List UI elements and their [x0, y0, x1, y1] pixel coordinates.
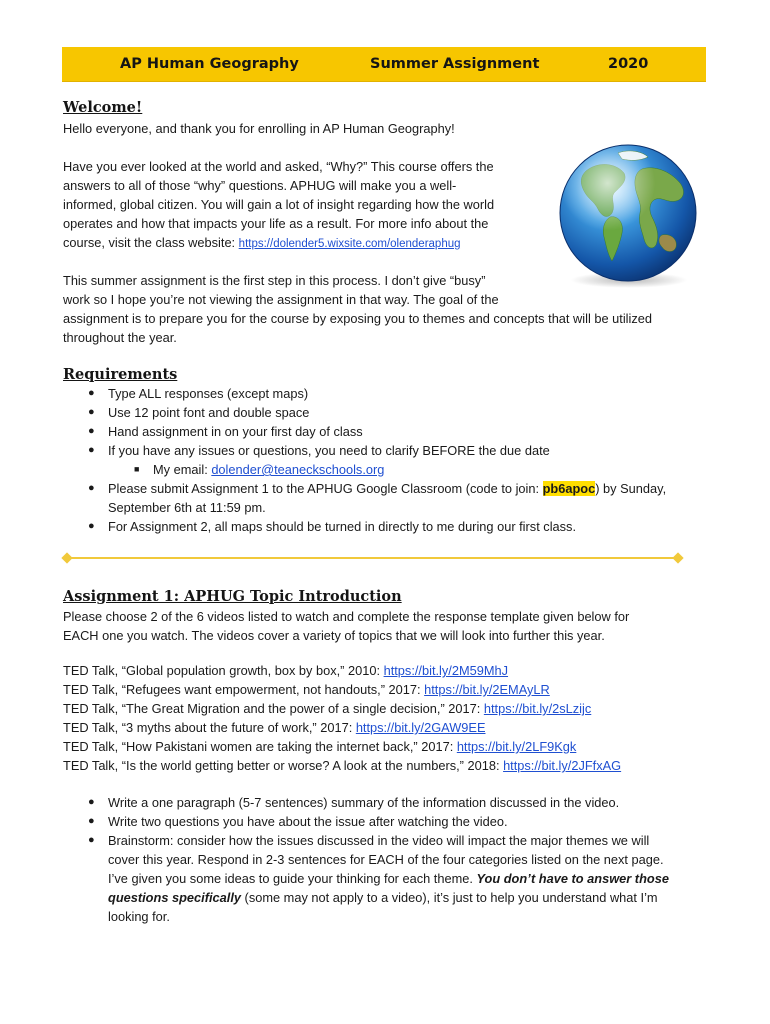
- bullet-icon: ●: [88, 406, 95, 418]
- requirement-item: Type ALL responses (except maps): [108, 386, 309, 401]
- assignment1-heading: Assignment 1: APHUG Topic Introduction: [63, 588, 402, 605]
- brainstorm-line: [108, 869, 669, 888]
- video-link[interactable]: https://bit.ly/2M59MhJ: [383, 663, 509, 678]
- globe-image: [558, 143, 698, 283]
- intro-line: informed, global citizen. You will gain a lot of insight regarding how the world: [63, 197, 495, 212]
- welcome-heading: Welcome!: [63, 99, 143, 116]
- task-item: Write a one paragraph (5-7 sentences) summary of the information discussed in the video.: [108, 795, 620, 810]
- bullet-icon: ●: [88, 425, 95, 437]
- requirement-item: If you have any issues or questions, you need to clarify BEFORE the due date: [108, 443, 550, 458]
- maps-item: For Assignment 2, all maps should be turned in directly to me during our first class.: [108, 519, 577, 534]
- bullet-icon: ●: [88, 387, 95, 399]
- intro-line: Have you ever looked at the world and asked, “Why?” This course offers the: [63, 159, 494, 174]
- submit-prefix: Please submit Assignment 1 to the APHUG Google Classroom (code to join:: [108, 481, 543, 496]
- video-title: TED Talk, “Refugees want empowerment, not handouts,” 2017:: [63, 682, 425, 697]
- video-item: [63, 661, 508, 680]
- bullet-icon: ●: [88, 815, 95, 827]
- brainstorm-text: I’ve given you some ideas to guide your thinking for each theme.: [108, 871, 477, 886]
- bullet-icon: ●: [88, 834, 95, 846]
- video-link[interactable]: https://bit.ly/2JFfxAG: [503, 758, 622, 773]
- submit-suffix: ) by Sunday,: [595, 481, 667, 496]
- brainstorm-line: Brainstorm: consider how the issues discussed in the video will impact the major themes we will: [108, 833, 650, 848]
- intro-line: [63, 233, 461, 254]
- video-item: [63, 737, 576, 756]
- intro-line: answers to all of those “why” questions. APHUG will make you a well-: [63, 178, 457, 193]
- bullet-icon: ●: [88, 520, 95, 532]
- video-item: [63, 718, 486, 737]
- brainstorm-line: cover this year. Respond in 2-3 sentences for EACH of the four categories listed on the next page.: [108, 852, 664, 867]
- video-title: TED Talk, “Is the world getting better or worse? A look at the numbers,” 2018:: [63, 758, 504, 773]
- brainstorm-emphasis: questions specifically: [108, 890, 241, 905]
- email-prefix: My email:: [153, 462, 212, 477]
- brainstorm-line: looking for.: [108, 909, 170, 924]
- assignment1-intro: EACH one you watch. The videos cover a variety of topics that we will look into further this year.: [63, 628, 605, 643]
- website-prefix: course, visit the class website:: [63, 235, 239, 250]
- goal-line: This summer assignment is the first step in this process. I don’t give “busy”: [63, 273, 486, 288]
- bullet-icon: ●: [88, 482, 95, 494]
- section-divider: [66, 557, 678, 559]
- bullet-icon: ●: [88, 444, 95, 456]
- task-item: Write two questions you have about the issue after watching the video.: [108, 814, 508, 829]
- video-link[interactable]: https://bit.ly/2EMAyLR: [424, 682, 550, 697]
- video-link[interactable]: https://bit.ly/2LF9Kgk: [456, 739, 577, 754]
- brainstorm-text: (some may not apply to a video), it’s just to help you understand what I’m: [241, 890, 658, 905]
- video-item: [63, 680, 550, 699]
- video-title: TED Talk, “3 myths about the future of work,” 2017:: [63, 720, 356, 735]
- bullet-icon: ■: [134, 464, 140, 474]
- email-item: [153, 460, 384, 479]
- video-title: TED Talk, “Global population growth, box by box,” 2010:: [63, 663, 384, 678]
- video-link[interactable]: https://bit.ly/2GAW9EE: [355, 720, 486, 735]
- brainstorm-emphasis: You don’t have to answer those: [476, 871, 669, 886]
- header-banner: [62, 47, 706, 82]
- requirement-item: Use 12 point font and double space: [108, 405, 310, 420]
- divider-end-left: [61, 552, 72, 563]
- goal-line: throughout the year.: [63, 330, 177, 345]
- goal-line: work so I hope you’re not viewing the assignment in that way. The goal of the: [63, 292, 499, 307]
- greeting-text: Hello everyone, and thank you for enrolling in AP Human Geography!: [63, 121, 455, 136]
- video-link[interactable]: https://bit.ly/2sLzijc: [483, 701, 592, 716]
- classroom-code: pb6apoc: [542, 481, 596, 496]
- requirements-heading: Requirements: [63, 366, 178, 383]
- video-title: TED Talk, “The Great Migration and the power of a single decision,” 2017:: [63, 701, 484, 716]
- course-title: AP Human Geography: [120, 56, 299, 72]
- brainstorm-line: [108, 888, 658, 907]
- class-website-link[interactable]: https://dolender5.wixsite.com/olenderaphug: [238, 238, 461, 250]
- intro-line: operates and how that impacts your life as a result. For more info about the: [63, 216, 489, 231]
- requirement-item: Hand assignment in on your first day of class: [108, 424, 363, 439]
- video-title: TED Talk, “How Pakistani women are taking the internet back,” 2017:: [63, 739, 457, 754]
- email-link[interactable]: dolender@teaneckschools.org: [211, 462, 385, 477]
- divider-end-right: [672, 552, 683, 563]
- bullet-icon: ●: [88, 796, 95, 808]
- video-item: [63, 756, 621, 775]
- goal-line: assignment is to prepare you for the course by exposing you to themes and concepts that will be utilized: [63, 311, 652, 326]
- assignment1-intro: Please choose 2 of the 6 videos listed to watch and complete the response template given below for: [63, 609, 630, 624]
- video-item: [63, 699, 591, 718]
- submit-item: [108, 479, 666, 498]
- assignment-title: Summer Assignment: [370, 56, 540, 72]
- year-label: 2020: [608, 56, 649, 72]
- submit-item-line2: September 6th at 11:59 pm.: [108, 500, 266, 515]
